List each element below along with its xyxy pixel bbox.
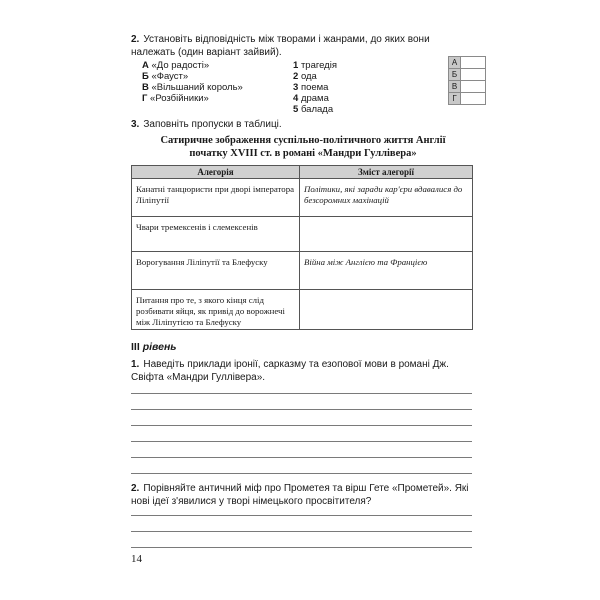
allegory-cell: Ворогування Ліліпутії та Блефуску <box>132 252 300 290</box>
answer-line[interactable] <box>131 409 472 410</box>
work-item: А «До радості» <box>142 60 210 71</box>
genre-item: 1 трагедія <box>293 60 337 71</box>
task3-question <box>131 119 282 132</box>
meaning-cell[interactable]: Війна між Англією та Францією <box>300 252 473 290</box>
answer-box[interactable] <box>461 93 486 105</box>
meaning-cell[interactable] <box>300 217 473 252</box>
task3-text: Заповніть пропуски в таблиці. <box>143 119 282 130</box>
table-row <box>132 252 473 290</box>
work-item: Б «Фауст» <box>142 71 189 82</box>
genre-item: 3 поема <box>293 82 329 93</box>
task2-number: 2. <box>131 34 140 45</box>
l3-task2-question <box>131 483 476 508</box>
answer-label: Г <box>449 93 461 105</box>
answer-grid <box>448 56 486 105</box>
allegory-cell: Чвари тремексенів і слемексенів <box>132 217 300 252</box>
allegory-cell: Канатні танцюристи при дворі імператора Ліліпутії <box>132 179 300 217</box>
answer-line[interactable] <box>131 515 472 516</box>
work-item: В «Вільшаний король» <box>142 82 243 93</box>
answer-label: В <box>449 81 461 93</box>
answer-line[interactable] <box>131 473 472 474</box>
table-title-line2: початку XVIII ст. в романі «Мандри Гуллівера» <box>189 148 417 159</box>
level-roman: III <box>131 341 140 353</box>
answer-line[interactable] <box>131 441 472 442</box>
l3-task2-text: Порівняйте античний міф про Прометея та вірш Гете «Прометей». Які нові ідеї з'явилися у творі німецького просвітителя? <box>131 483 469 507</box>
task2-question <box>131 34 476 59</box>
l3-task1-question <box>131 359 476 384</box>
meaning-cell[interactable]: Політики, які заради кар'єри вдавалися до безсоромних махінацій <box>300 179 473 217</box>
answer-line[interactable] <box>131 425 472 426</box>
l3-task2-number: 2. <box>131 483 140 494</box>
answer-line[interactable] <box>131 393 472 394</box>
answer-box[interactable] <box>461 81 486 93</box>
answer-line[interactable] <box>131 531 472 532</box>
l3-task1-text: Наведіть приклади іронії, сарказму та езопової мови в романі Дж. Свіфта «Мандри Гуллівера». <box>131 359 449 383</box>
genre-item: 2 ода <box>293 71 317 82</box>
answer-line[interactable] <box>131 547 472 548</box>
genre-item: 5 балада <box>293 104 334 115</box>
header-meaning: Зміст алегорії <box>300 166 473 179</box>
l3-task1-number: 1. <box>131 359 140 370</box>
level-word: рівень <box>142 341 177 353</box>
table-title-line1: Сатиричне зображення суспільно-політичного життя Англії <box>160 135 446 146</box>
task3-number: 3. <box>131 119 140 130</box>
answer-label: Б <box>449 69 461 81</box>
page-number: 14 <box>131 553 142 565</box>
task2-text: Установіть відповідність між творами і жанрами, до яких вони належать (один варіант зайвий). <box>131 34 430 58</box>
answer-label: А <box>449 57 461 69</box>
work-item: Г «Розбійники» <box>142 93 209 104</box>
answer-box[interactable] <box>461 69 486 81</box>
header-allegory: Алегорія <box>132 166 300 179</box>
level-heading <box>131 341 177 353</box>
answer-box[interactable] <box>461 57 486 69</box>
meaning-cell[interactable] <box>300 290 473 330</box>
table-row <box>132 217 473 252</box>
allegory-cell: Питання про те, з якого кінця слід розбивати яйця, як привід до ворожнечі між Ліліпутією та Блефуску <box>132 290 300 330</box>
genre-item: 4 драма <box>293 93 329 104</box>
allegory-table <box>131 165 473 330</box>
table-row <box>132 290 473 330</box>
answer-line[interactable] <box>131 457 472 458</box>
table-header-row <box>132 166 473 179</box>
table-row <box>132 179 473 217</box>
